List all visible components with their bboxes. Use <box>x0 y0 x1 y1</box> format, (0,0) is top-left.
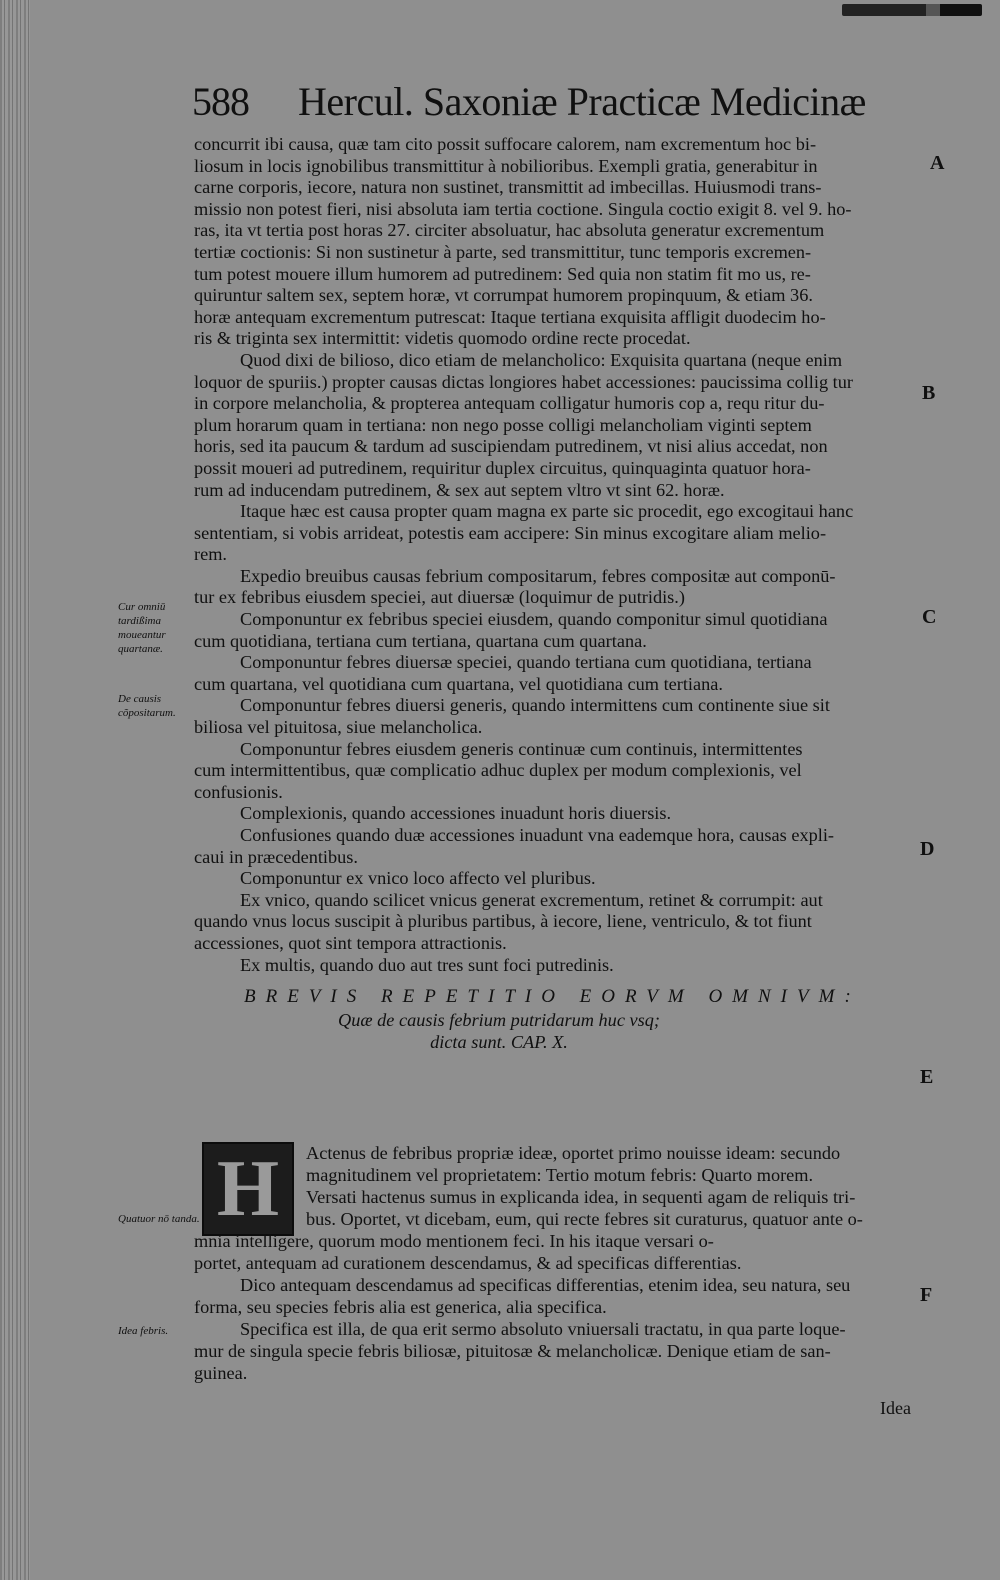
section-letter-b: B <box>922 382 936 404</box>
text-line: ris & triginta sex intermittit: videtis quomodo ordine recte procedat. <box>194 328 691 349</box>
text-line: mur de singula specie febris biliosæ, pituitosæ & melancholicæ. Denique etiam de san- <box>194 1341 831 1361</box>
text-line: cum intermittentibus, quæ complicatio adhuc duplex per modum complexionis, vel <box>194 760 802 781</box>
text-line: rem. <box>194 544 227 565</box>
text-line: confusionis. <box>194 781 283 802</box>
text-line: horis, sed ita paucum & tardum ad suscipiendam putredinem, vt nisi alius accedat, non <box>194 436 828 457</box>
text-line: Ex multis, quando duo aut tres sunt foci putredinis. <box>240 954 614 975</box>
body-text <box>194 134 924 1054</box>
text-line: Componuntur febres diuersi generis, quando intermittens cum continente siue sit <box>240 695 830 716</box>
catchword: Idea <box>880 1398 911 1418</box>
text-line: Versati hactenus sumus in explicanda idea, in sequenti agam de reliquis tri- <box>306 1187 856 1207</box>
text-line: quiruntur saltem sex, septem horæ, vt corrumpat humorem propinquum, & etiam 36. <box>194 285 813 306</box>
page-header <box>192 78 892 138</box>
section-letter-e: E <box>920 1066 934 1088</box>
text-line: forma, seu species febris alia est generica, alia specifica. <box>194 1297 607 1317</box>
text-line: bus. Oportet, vt dicebam, eum, qui recte febres sit curaturus, quatuor ante o- <box>306 1209 863 1229</box>
text-line: Expedio breuibus causas febrium compositarum, febres compositæ aut componū- <box>240 565 836 586</box>
text-line: concurrit ibi causa, quæ tam cito possit suffocare calorem, nam excrementum hoc bi- <box>194 134 817 154</box>
text-line: rum ad inducendam putredinem, & sex aut septem vltro vt sint 62. horæ. <box>194 479 725 500</box>
text-line: Componuntur febres diuersæ speciei, quando tertiana cum quotidiana, tertiana <box>240 652 812 673</box>
text-line: Complexionis, quando accessiones inuadunt horis diuersis. <box>240 803 672 824</box>
text-line: plum horarum quam in tertiana: non nego posse colligi melancholiam viginti septem <box>194 414 812 435</box>
text-line: sententiam, si vobis arrideat, potestis eam accipere: Sin minus excogitare aliam melio- <box>194 522 827 543</box>
margin-note: Cur omniū tardißima moueantur quartanæ. <box>118 601 166 655</box>
margin-note: Quatuor nō tanda. <box>118 1213 200 1225</box>
section-letter-a: A <box>930 152 945 174</box>
text-line: Componuntur ex vnico loco affecto vel pluribus. <box>240 868 596 889</box>
text-line: missio non potest fieri, nisi absoluta iam tertia coctione. Singula coctio exigit 8. vel 9. ho- <box>194 198 852 219</box>
text-line: ras, ita vt tertia post horas 27. circiter absoluatur, hac absoluta generatur excrementum <box>194 220 825 241</box>
text-line: Confusiones quando duæ accessiones inuadunt vna eademque hora, causas expli- <box>240 825 834 845</box>
text-line: Componuntur febres eiusdem generis continuæ cum continuis, intermittentes <box>240 738 803 759</box>
text-line: possit moueri ad putredinem, requiritur duplex circuitus, quinquaginta quatuor hora- <box>194 457 811 478</box>
page-number: 588 <box>192 79 249 124</box>
text-line: Itaque hæc est causa propter quam magna ex parte sic procedit, ego excogitaui hanc <box>240 501 854 522</box>
text-line: loquor de spuriis.) propter causas dictas longiores habet accessiones: paucissima collig tur <box>194 371 853 392</box>
text-line: Componuntur ex febribus speciei eiusdem, quando componitur simul quotidiana <box>240 609 828 630</box>
margin-note: De causis cõpositarum. <box>118 693 176 719</box>
chapter-number: dicta sunt. CAP. X. <box>430 1032 568 1053</box>
text-line: in corpore melancholia, & propterea antequam colligatur humoris cop a, requ ritur du- <box>194 393 825 414</box>
text-line: Ex vnico, quando scilicet vnicus generat excrementum, retinet & corrumpit: aut <box>240 889 823 910</box>
text-line: biliosa vel pituitosa, siue melancholica. <box>194 717 483 738</box>
chapter-body-text <box>194 1230 924 1384</box>
section-letter-f: F <box>920 1284 933 1306</box>
drop-cap-initial: H <box>202 1142 294 1236</box>
text-line: Quod dixi de bilioso, dico etiam de melancholico: Exquisita quartana (neque enim <box>240 349 843 370</box>
chapter-opening-text <box>306 1142 918 1230</box>
text-line: portet, antequam ad curationem descendamus, & ad specificas differentias. <box>194 1253 742 1273</box>
text-line: accessiones, quot sint tempora attractionis. <box>194 932 507 953</box>
section-letter-c: C <box>922 606 937 628</box>
text-line: liosum in locis ignobilibus transmittitur à nobilioribus. Exempli gratia, generabitur in <box>194 155 818 176</box>
text-line: mnia intelligere, quorum modo mentionem feci. In his itaque versari o- <box>194 1231 714 1251</box>
text-line: guinea. <box>194 1363 248 1383</box>
text-line: tur ex febribus eiusdem speciei, aut diuersæ (loquimur de putridis.) <box>194 587 685 608</box>
binding-gutter <box>0 0 30 1580</box>
section-letter-d: D <box>920 838 935 860</box>
ink-mark <box>842 4 982 16</box>
text-line: horæ antequam excrementum putrescat: Itaque tertiana exquisita affligit duodecim ho- <box>194 306 826 327</box>
margin-note: Idea febris. <box>118 1325 169 1337</box>
text-line: magnitudinem vel proprietatem: Tertio motum febris: Quarto morem. <box>306 1165 814 1185</box>
text-line: tertiæ coctionis: Si non sustinetur à parte, sed transmittitur, tunc temporis excremen- <box>194 241 812 262</box>
text-line: Actenus de febribus propriæ ideæ, oportet primo nouisse ideam: secundo <box>306 1143 841 1163</box>
text-line: carne corporis, iecore, natura non sustinet, transmittit ad imbecillas. Huiusmodi trans- <box>194 177 822 198</box>
chapter-subheading: Quæ de causis febrium putridarum huc vsq; <box>338 1010 660 1031</box>
text-line: tum potest mouere illum humorem ad putredinem: Sed quia non statim fit mo us, re- <box>194 263 811 284</box>
text-line: Specifica est illa, de qua erit sermo absoluto vniuersali tractatu, in qua parte loque- <box>240 1319 846 1339</box>
text-line: quando vnus locus suscipit à pluribus partibus, à iecore, liene, ventriculo, & tot fiunt <box>194 911 812 932</box>
text-line: Dico antequam descendamus ad specificas differentias, etenim idea, seu natura, seu <box>240 1275 851 1295</box>
running-title: Hercul. Saxoniæ Practicæ Medicinæ <box>298 79 866 124</box>
text-line: cum quartana, vel quotidiana cum quartana, vel quotidiana cum tertiana. <box>194 673 723 694</box>
text-line: caui in præcedentibus. <box>194 846 358 867</box>
chapter-heading: BREVIS REPETITIO EORVM OMNIVM: <box>244 986 861 1008</box>
text-line: cum quotidiana, tertiana cum tertiana, quartana cum quartana. <box>194 630 647 651</box>
